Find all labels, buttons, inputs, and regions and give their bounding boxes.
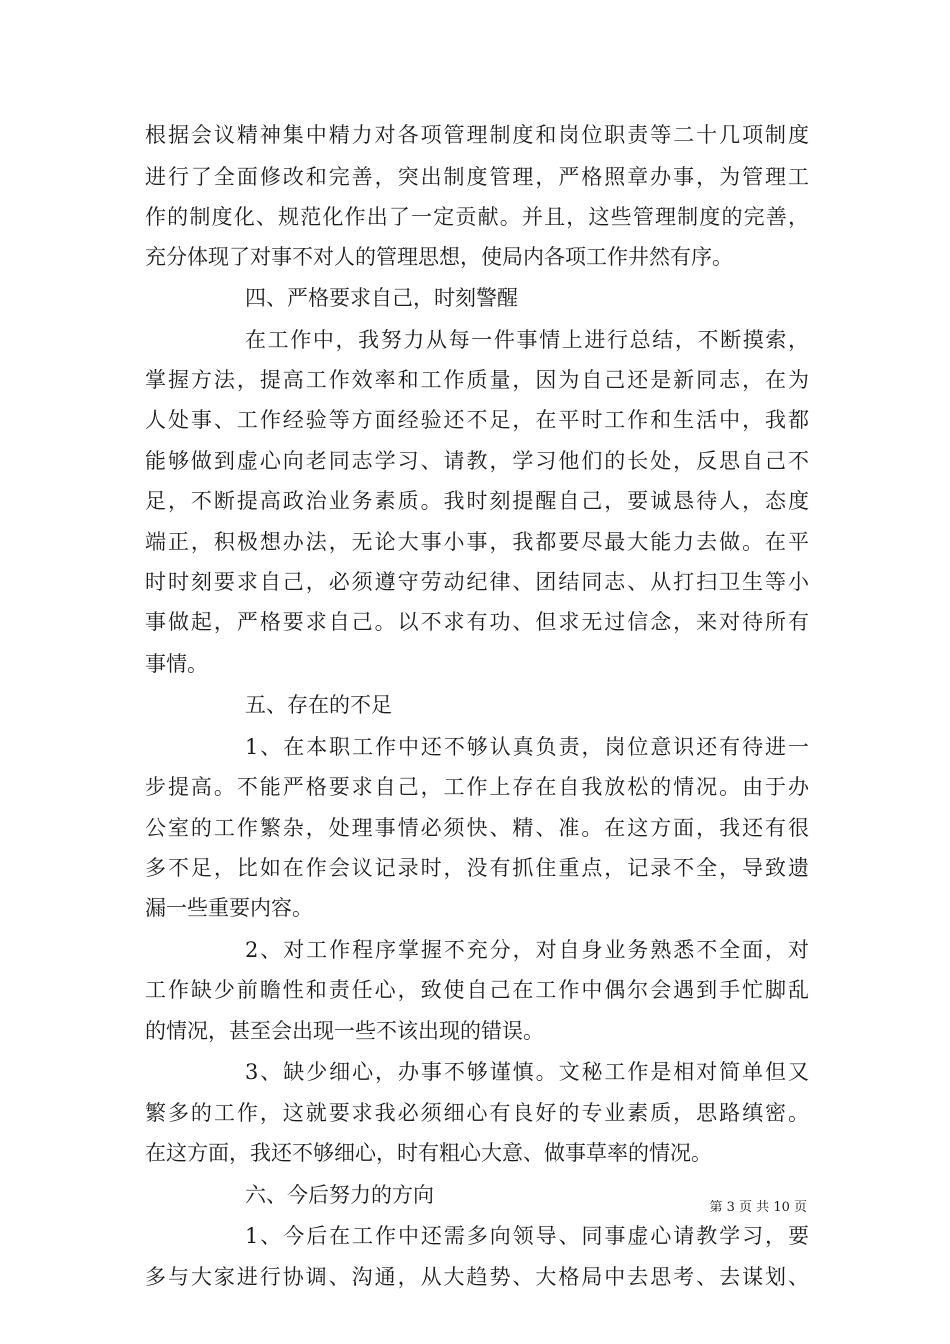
page-number: 第 3 页 共 10 页 [709,1200,807,1215]
text-line: 掌握方法，提高工作效率和工作质量，因为自己还是新同志，在为 [145,368,809,392]
text-line: 多与大家进行协调、沟通，从大趋势、大格局中去思考、去谋划、 [145,1265,809,1289]
text-line: 1、今后在工作中还需多向领导、同事虚心请教学习，要 [245,1224,809,1248]
text-line: 人处事、工作经验等方面经验还不足，在平时工作和生活中，我都 [145,408,809,432]
text-line: 1、在本职工作中还不够认真负责，岗位意识还有待进一 [245,735,809,759]
text-line: 进行了全面修改和完善，突出制度管理，严格照章办事，为管理工 [145,165,809,189]
section-heading: 六、今后努力的方向 [245,1183,434,1207]
text-line: 的情况，甚至会出现一些不该出现的错误。 [145,1019,544,1043]
text-line: 繁多的工作，这就要求我必须细心有良好的专业素质，思路缜密。 [145,1101,809,1125]
text-line: 能够做到虚心向老同志学习、请教，学习他们的长处，反思自己不 [145,449,809,473]
text-line: 漏一些重要内容。 [145,896,313,920]
text-line: 多不足，比如在作会议记录时，没有抓住重点，记录不全，导致遗 [145,856,809,880]
section-heading: 五、存在的不足 [245,693,392,717]
text-line: 3、缺少细心，办事不够谨慎。文秘工作是相对简单但又 [245,1060,809,1084]
text-line: 根据会议精神集中精力对各项管理制度和岗位职责等二十几项制度 [145,123,809,147]
text-line: 2、对工作程序掌握不充分，对自身业务熟悉不全面，对 [245,938,809,962]
text-line: 端正，积极想办法，无论大事小事，我都要尽最大能力去做。在平 [145,530,809,554]
section-heading: 四、严格要求自己，时刻警醒 [245,286,518,310]
text-line: 充分体现了对事不对人的管理思想，使局内各项工作井然有序。 [145,245,733,269]
text-line: 工作缺少前瞻性和责任心，致使自己在工作中偶尔会遇到手忙脚乱 [145,978,809,1002]
text-line: 作的制度化、规范化作出了一定贡献。并且，这些管理制度的完善， [145,205,809,229]
text-line: 在这方面，我还不够细心，时有粗心大意、做事草率的情况。 [145,1141,712,1165]
text-line: 在工作中，我努力从每一件事情上进行总结，不断摸索， [245,328,809,352]
text-line: 时时刻要求自己，必须遵守劳动纪律、团结同志、从打扫卫生等小 [145,570,809,594]
text-line: 足，不断提高政治业务素质。我时刻提醒自己，要诚恳待人，态度 [145,489,809,513]
text-line: 事情。 [145,652,208,676]
text-line: 公室的工作繁杂，处理事情必须快、精、准。在这方面，我还有很 [145,816,809,840]
text-line: 步提高。不能严格要求自己，工作上存在自我放松的情况。由于办 [145,775,809,799]
text-line: 事做起，严格要求自己。以不求有功、但求无过信念，来对待所有 [145,610,809,634]
